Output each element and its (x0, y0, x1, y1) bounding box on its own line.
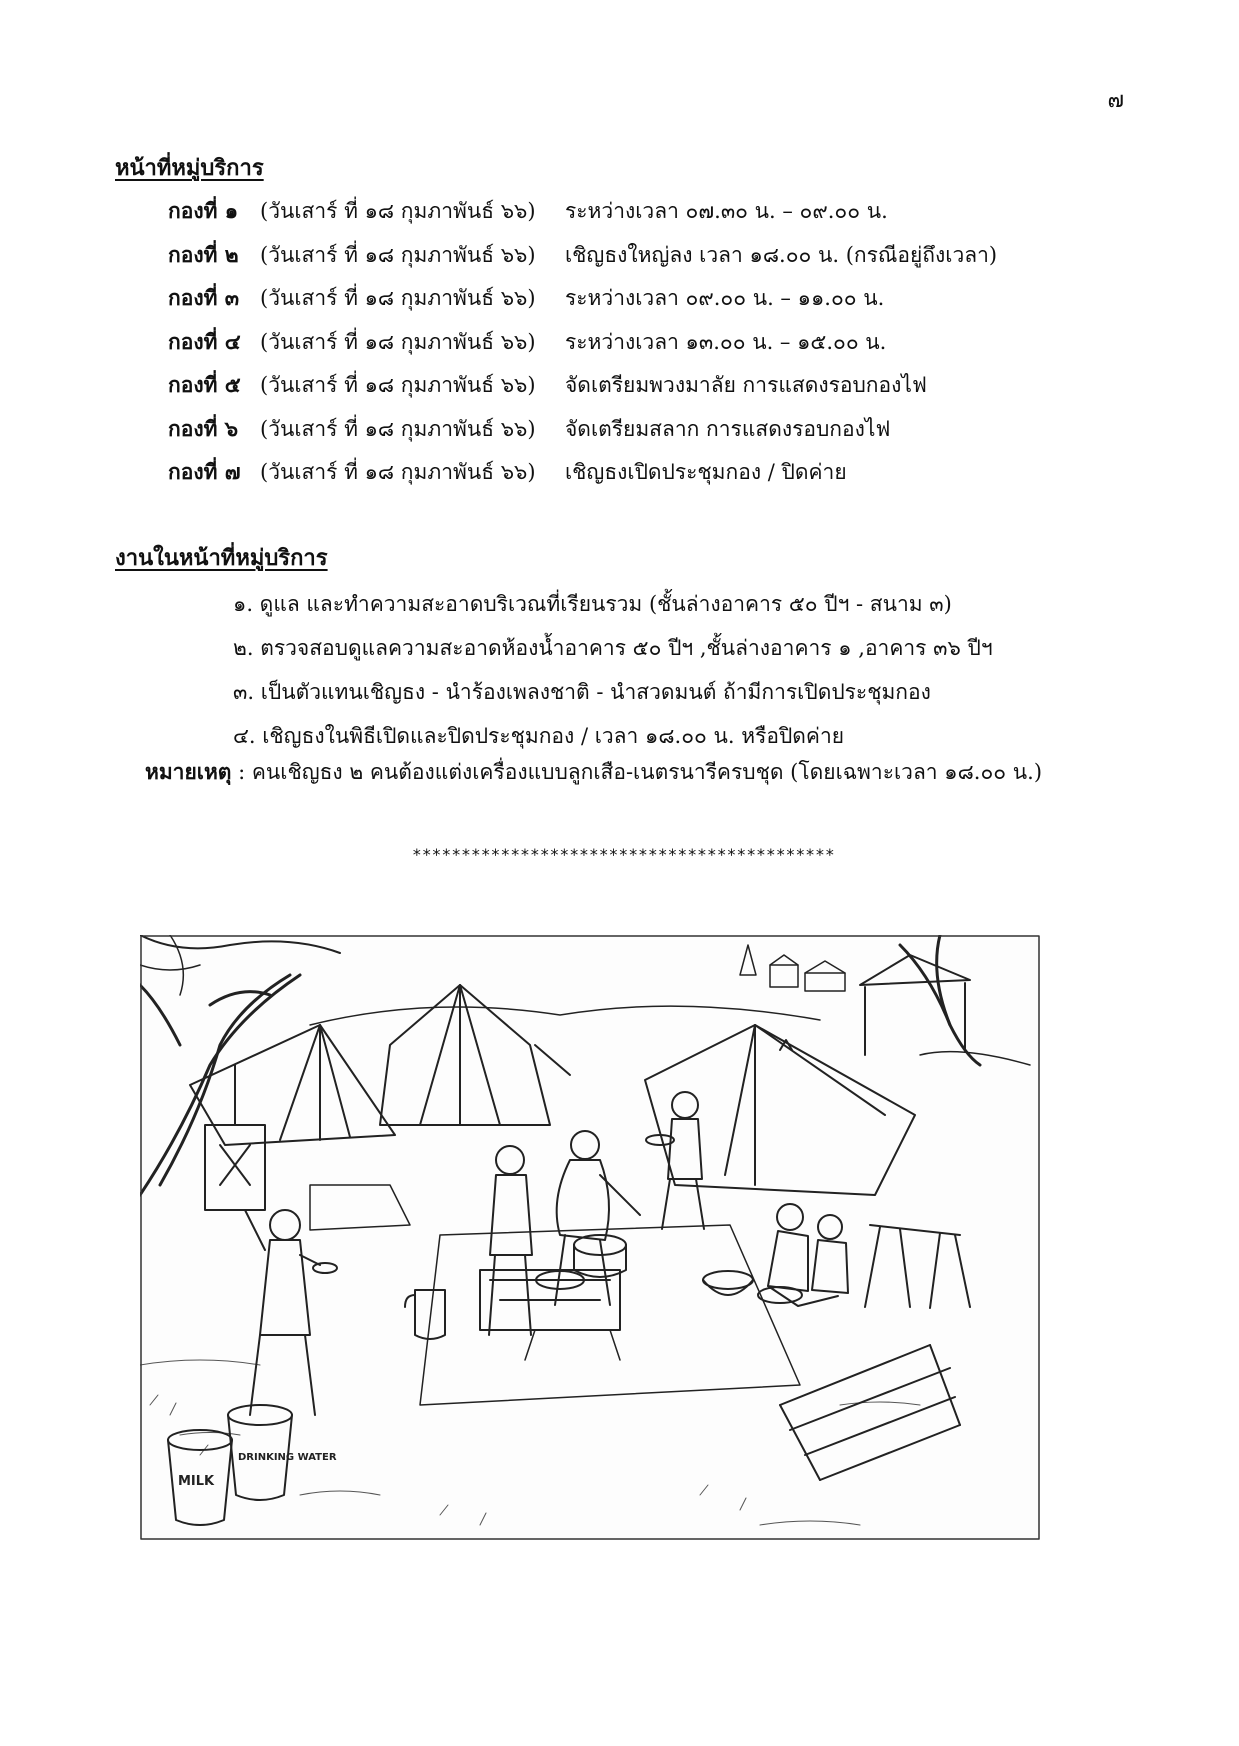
duty-row (168, 364, 997, 408)
duty-row (168, 234, 997, 278)
duty-group: กองที่ ๑ (168, 198, 239, 224)
list-item: ๒. ตรวจสอบดูแลความสะอาดห้องน้ำอาคาร ๕๐ ปีฯ ,ชั้นล่างอาคาร ๑ ,อาคาร ๓๖ ปีฯ (233, 635, 993, 660)
duty-desc: ระหว่างเวลา ๐๙.๐๐ น. – ๑๑.๐๐ น. (565, 286, 885, 311)
list-item: ๔. เชิญธงในพิธีเปิดและปิดประชุมกอง / เวลา ๑๘.๐๐ น. หรือปิดค่าย (233, 723, 845, 748)
duty-date: (วันเสาร์ ที่ ๑๘ กุมภาพันธ์ ๖๖) (260, 242, 536, 267)
task-list (233, 582, 993, 758)
duty-date: (วันเสาร์ ที่ ๑๘ กุมภาพันธ์ ๖๖) (260, 416, 536, 441)
duty-desc: จัดเตรียมสลาก การแสดงรอบกองไฟ (565, 416, 891, 441)
camp-illustration (140, 935, 1040, 1540)
duty-group: กองที่ ๓ (168, 285, 240, 311)
duty-date: (วันเสาร์ ที่ ๑๘ กุมภาพันธ์ ๖๖) (260, 373, 536, 398)
section-heading-service-tasks: งานในหน้าที่หมู่บริการ (115, 545, 328, 571)
milk-label: MILK (178, 1474, 215, 1489)
separator-line: ******************************************* (412, 845, 835, 864)
duty-group: กองที่ ๔ (168, 328, 241, 354)
duty-desc: ระหว่างเวลา ๑๓.๐๐ น. – ๑๕.๐๐ น. (565, 329, 887, 354)
list-item: ๑. ดูแล และทำความสะอาดบริเวณที่เรียนรวม (ชั้นล่างอาคาร ๕๐ ปีฯ - สนาม ๓) (233, 591, 952, 616)
duty-row (168, 321, 997, 365)
duty-date: (วันเสาร์ ที่ ๑๘ กุมภาพันธ์ ๖๖) (260, 199, 536, 224)
duty-group: กองที่ ๖ (168, 415, 239, 441)
duty-group: กองที่ ๕ (168, 372, 241, 398)
water-label: DRINKING WATER (238, 1452, 337, 1463)
remark-text: : คนเชิญธง ๒ คนต้องแต่งเครื่องแบบลูกเสือ-เนตรนารีครบชุด (โดยเฉพาะเวลา ๑๘.๐๐ น.) (231, 760, 1043, 784)
duty-desc: เชิญธงเปิดประชุมกอง / ปิดค่าย (565, 460, 847, 485)
page-number: ๗ (1107, 88, 1124, 113)
remark (145, 756, 1042, 789)
remark-label: หมายเหตุ (145, 759, 232, 784)
duty-date: (วันเสาร์ ที่ ๑๘ กุมภาพันธ์ ๖๖) (260, 460, 536, 485)
duty-row (168, 277, 997, 321)
duty-date: (วันเสาร์ ที่ ๑๘ กุมภาพันธ์ ๖๖) (260, 286, 536, 311)
duty-desc: เชิญธงใหญ่ลง เวลา ๑๘.๐๐ น. (กรณีอยู่ถึงเวลา) (565, 242, 998, 267)
duty-desc: จัดเตรียมพวงมาลัย การแสดงรอบกองไฟ (565, 373, 927, 398)
duty-date: (วันเสาร์ ที่ ๑๘ กุมภาพันธ์ ๖๖) (260, 329, 536, 354)
duty-row (168, 451, 997, 495)
duty-row (168, 408, 997, 452)
duty-group: กองที่ ๒ (168, 241, 239, 267)
duty-desc: ระหว่างเวลา ๐๗.๓๐ น. – ๐๙.๐๐ น. (565, 199, 888, 224)
duty-schedule (168, 190, 997, 495)
section-heading-service-duty: หน้าที่หมู่บริการ (115, 155, 264, 181)
list-item: ๓. เป็นตัวแทนเชิญธง - นำร้องเพลงชาติ - นำสวดมนต์ ถ้ามีการเปิดประชุมกอง (233, 679, 931, 704)
duty-row (168, 190, 997, 234)
duty-group: กองที่ ๗ (168, 459, 241, 485)
